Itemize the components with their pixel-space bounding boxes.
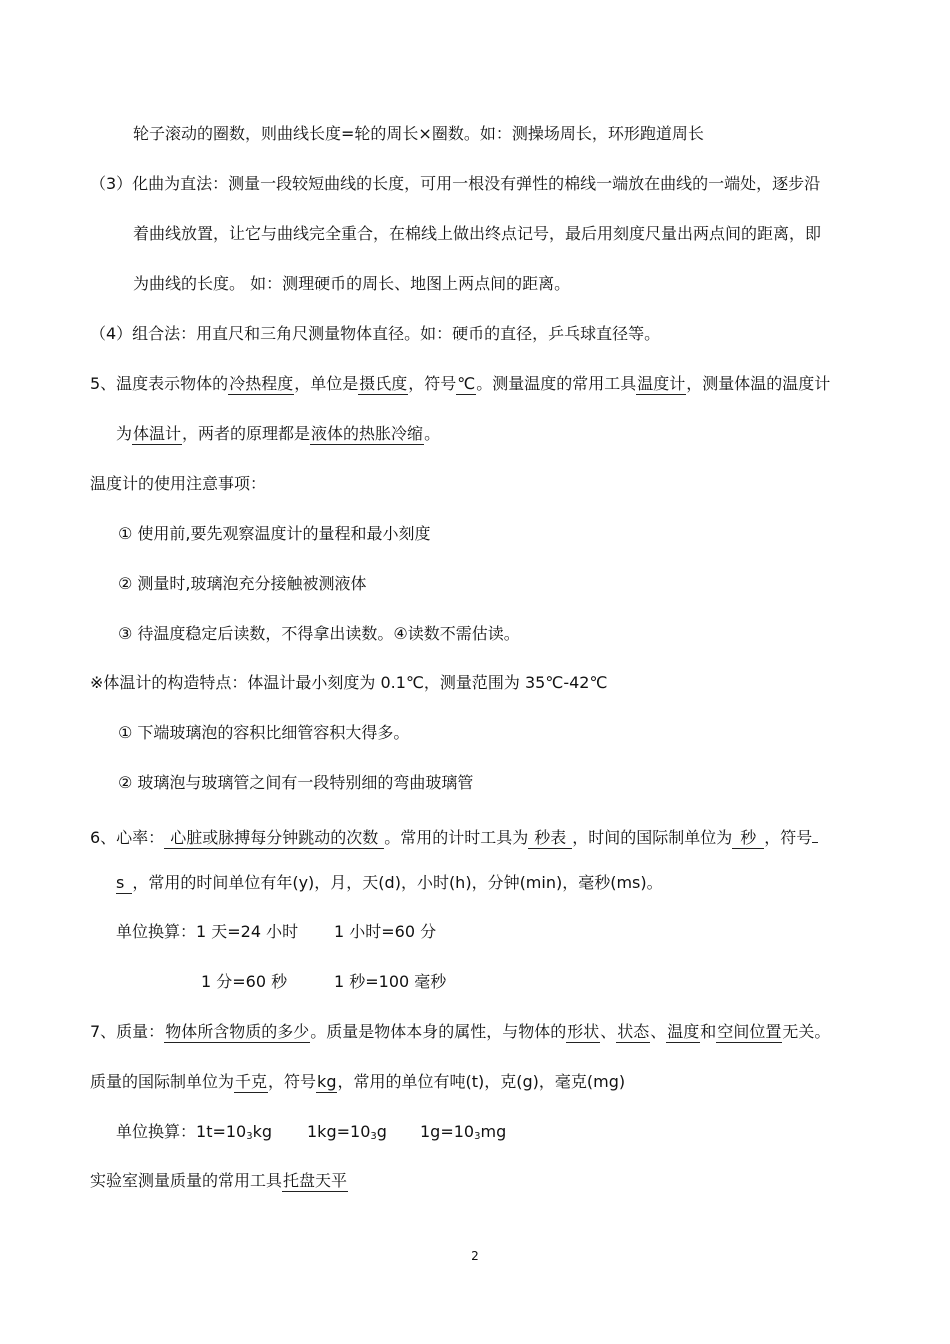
blank-answer: kg bbox=[317, 1072, 337, 1091]
method-3-line-2 bbox=[133, 223, 821, 245]
text: 。常用的计时工具为 bbox=[384, 828, 529, 847]
body-thermometer-title bbox=[90, 672, 607, 694]
text: 、 bbox=[600, 1022, 617, 1041]
text: （4）组合法：用直尺和三角尺测量物体直径。如：硬币的直径，乒乓球直径等。 bbox=[90, 324, 661, 343]
blank-answer: ℃ bbox=[457, 374, 476, 393]
blank-answer: 心脏或脉搏每分钟跳动的次数 bbox=[164, 828, 384, 849]
text: ，符号 bbox=[408, 374, 457, 393]
text: 1t=10 bbox=[196, 1122, 247, 1141]
text: 1 分=60 秒 bbox=[201, 972, 288, 991]
blank-answer: 体温计 bbox=[133, 424, 182, 443]
time-conversion-1 bbox=[116, 921, 298, 943]
text: 1g=10 bbox=[420, 1122, 475, 1141]
text: 着曲线放置，让它与曲线完全重合，在棉线上做出终点记号，最后用刻度尺量出两点间的距离，即 bbox=[133, 224, 822, 243]
blank-answer: 托盘天平 bbox=[283, 1171, 348, 1190]
text: kg bbox=[252, 1122, 273, 1141]
exponent: 3 bbox=[246, 1131, 253, 1142]
blank-answer: 空间位置 bbox=[717, 1022, 782, 1041]
section-7-line-4 bbox=[90, 1170, 348, 1192]
text: mg bbox=[480, 1122, 507, 1141]
section-7-line-2 bbox=[90, 1071, 625, 1093]
blank-answer: 秒 bbox=[732, 828, 764, 849]
text: ① 使用前,要先观察温度计的量程和最小刻度 bbox=[118, 524, 431, 543]
thermometer-note-1 bbox=[118, 523, 431, 545]
text: ，符号 bbox=[764, 828, 813, 847]
text: ，时间的国际制单位为 bbox=[572, 828, 733, 847]
text: 、 bbox=[650, 1022, 667, 1041]
section-6-line-1 bbox=[90, 822, 818, 849]
text: 。 bbox=[424, 424, 441, 443]
section-5-line-1 bbox=[90, 373, 830, 395]
text: ，两者的原理都是 bbox=[182, 424, 311, 443]
text: 5、温度表示物体的 bbox=[90, 374, 229, 393]
text: 为曲线的长度。 如：测理硬币的周长、地图上两点间的距离。 bbox=[133, 274, 571, 293]
time-conversion-4 bbox=[334, 971, 446, 993]
text: ，常用的时间单位有年(y)，月，天(d)，小时(h)，分钟(min)，毫秒(ms)。 bbox=[132, 873, 663, 892]
text: 1 小时=60 分 bbox=[334, 922, 437, 941]
text: 为 bbox=[116, 424, 133, 443]
blank-answer-empty bbox=[812, 822, 818, 843]
text: 6、心率： bbox=[90, 828, 165, 847]
text: 质量的国际制单位为 bbox=[90, 1072, 235, 1091]
blank-answer: 温度计 bbox=[637, 374, 686, 393]
blank-answer: 秒表 bbox=[528, 828, 572, 849]
mass-conversion-3 bbox=[420, 1121, 506, 1148]
text: 和 bbox=[700, 1022, 717, 1041]
blank-answer: 物体所含物质的多少 bbox=[165, 1022, 310, 1041]
text: （3）化曲为直法：测量一段较短曲线的长度，可用一根没有弹性的棉线一端放在曲线的一端处，逐步沿 bbox=[90, 174, 821, 193]
section-7-line-1 bbox=[90, 1021, 830, 1043]
text: ① 下端玻璃泡的容积比细管容积大得多。 bbox=[118, 723, 410, 742]
body-thermometer-item-2 bbox=[118, 772, 473, 794]
text: 实验室测量质量的常用工具 bbox=[90, 1171, 283, 1190]
page-number: 2 bbox=[471, 1249, 479, 1263]
text: 。测量温度的常用工具 bbox=[476, 374, 637, 393]
blank-answer: 形状 bbox=[567, 1022, 600, 1041]
text: 无关。 bbox=[782, 1022, 831, 1041]
blank-answer: 液体的热胀冷缩 bbox=[311, 424, 424, 443]
text: ，符号 bbox=[268, 1072, 317, 1091]
method-4 bbox=[90, 323, 660, 345]
text: 单位换算：1 天=24 小时 bbox=[116, 922, 299, 941]
text: 1 秒=100 毫秒 bbox=[334, 972, 447, 991]
text: 7、质量： bbox=[90, 1022, 165, 1041]
thermometer-notes-title bbox=[90, 473, 266, 495]
exponent: 3 bbox=[370, 1131, 377, 1142]
blank-answer: s bbox=[116, 873, 132, 894]
text: ② 玻璃泡与玻璃管之间有一段特别细的弯曲玻璃管 bbox=[118, 773, 474, 792]
exponent: 3 bbox=[474, 1131, 481, 1142]
text: 轮子滚动的圈数，则曲线长度=轮的周长×圈数。如：测操场周长，环形跑道周长 bbox=[133, 124, 704, 143]
text: ③ 待温度稳定后读数，不得拿出读数。④读数不需估读。 bbox=[118, 624, 520, 643]
blank-answer: 千克 bbox=[235, 1072, 268, 1091]
text: 。质量是物体本身的属性，与物体的 bbox=[310, 1022, 567, 1041]
blank-answer: 状态 bbox=[617, 1022, 650, 1041]
method-3-continuation bbox=[133, 123, 704, 145]
text: ，常用的单位有吨(t)，克(g)，毫克(mg) bbox=[337, 1072, 626, 1091]
time-conversion-2 bbox=[334, 921, 436, 943]
mass-conversion bbox=[116, 1121, 272, 1148]
text: g bbox=[376, 1122, 387, 1141]
text: 温度计的使用注意事项： bbox=[90, 474, 267, 493]
section-5-line-2 bbox=[116, 423, 440, 445]
text: ，单位是 bbox=[294, 374, 359, 393]
thermometer-note-3 bbox=[118, 623, 520, 645]
blank-answer: 摄氏度 bbox=[359, 374, 408, 393]
body-thermometer-item-1 bbox=[118, 722, 409, 744]
text: 单位换算： bbox=[116, 1122, 197, 1141]
method-3-title bbox=[90, 173, 820, 195]
text: ，测量体温的温度计 bbox=[686, 374, 831, 393]
method-3-line-3 bbox=[133, 273, 570, 295]
time-conversion-3 bbox=[201, 971, 287, 993]
thermometer-note-2 bbox=[118, 573, 367, 595]
text: ※体温计的构造特点：体温计最小刻度为 0.1℃，测量范围为 35℃-42℃ bbox=[90, 673, 608, 692]
blank-answer: 温度 bbox=[667, 1022, 700, 1041]
text: 1kg=10 bbox=[307, 1122, 371, 1141]
blank-answer: 冷热程度 bbox=[229, 374, 294, 393]
section-6-line-2 bbox=[116, 872, 663, 894]
text: ② 测量时,玻璃泡充分接触被测液体 bbox=[118, 574, 367, 593]
mass-conversion-2 bbox=[307, 1121, 387, 1148]
